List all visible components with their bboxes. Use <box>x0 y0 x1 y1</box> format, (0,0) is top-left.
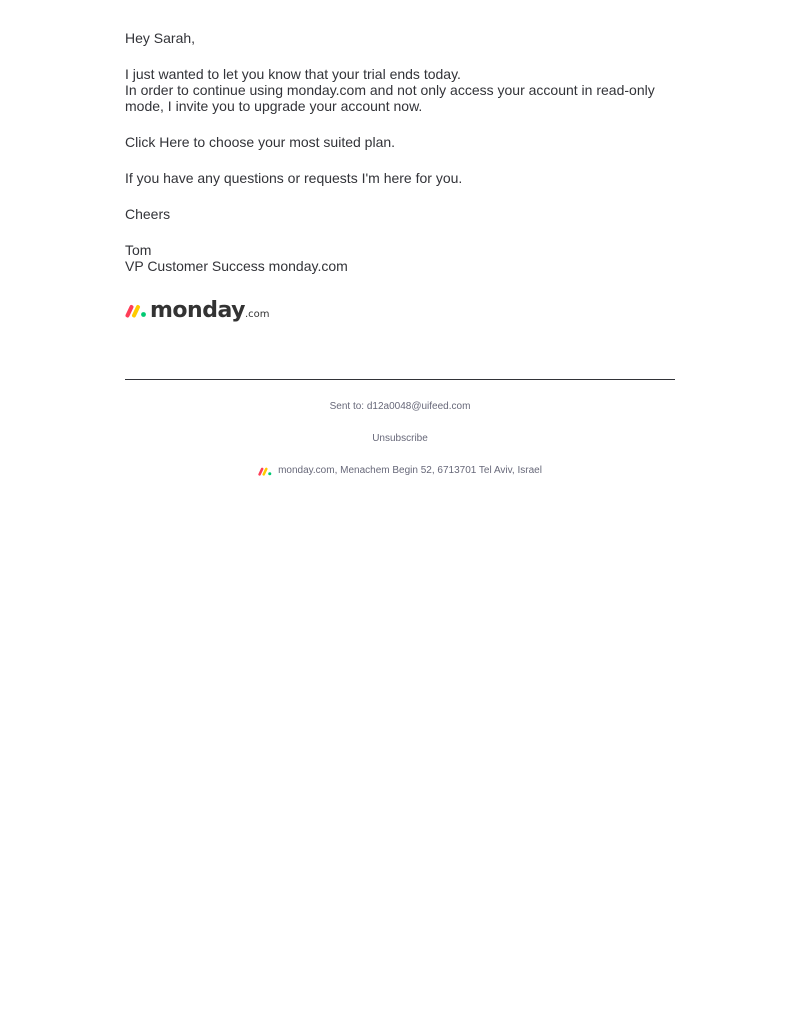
monday-logo[interactable] <box>125 296 675 326</box>
address-line <box>0 465 800 477</box>
questions-text: If you have any questions or requests I'm here for you. <box>125 170 463 186</box>
cta-rest-text: to choose your most suited plan. <box>189 134 396 150</box>
cta-paragraph <box>125 134 675 150</box>
logo-suffix: .com <box>244 308 270 320</box>
sent-to-email: d12a0048@uifeed.com <box>366 401 471 412</box>
trial-message <box>125 66 675 114</box>
footer-divider <box>125 379 675 380</box>
monday-small-logo-icon <box>258 467 272 476</box>
logo-mark-yellow <box>134 307 138 316</box>
unsubscribe-line <box>0 433 800 445</box>
signoff: Cheers <box>125 206 171 222</box>
sent-to-line <box>0 401 800 413</box>
logo-mark-red <box>128 307 132 316</box>
upgrade-text: In order to continue using monday.com and not only access your account in read-only mode, I invite you to upgrade your account now. <box>125 82 655 114</box>
trial-ends-text: I just wanted to let you know that your trial ends today. <box>125 66 461 82</box>
logo-wordmark: monday <box>150 298 245 323</box>
logo-mark-green <box>141 312 146 317</box>
unsubscribe-link[interactable]: Unsubscribe <box>372 433 428 444</box>
email-body <box>125 30 675 326</box>
greeting: Hey Sarah, <box>125 30 196 46</box>
sender-title: VP Customer Success monday.com <box>125 258 348 274</box>
sent-to-label: Sent to: <box>329 401 367 412</box>
monday-logo-icon <box>125 304 147 318</box>
sender-name: Tom <box>125 242 152 258</box>
click-here-link[interactable]: Click Here <box>125 134 190 150</box>
company-address: monday.com, Menachem Begin 52, 6713701 Tel Aviv, Israel <box>278 465 542 476</box>
